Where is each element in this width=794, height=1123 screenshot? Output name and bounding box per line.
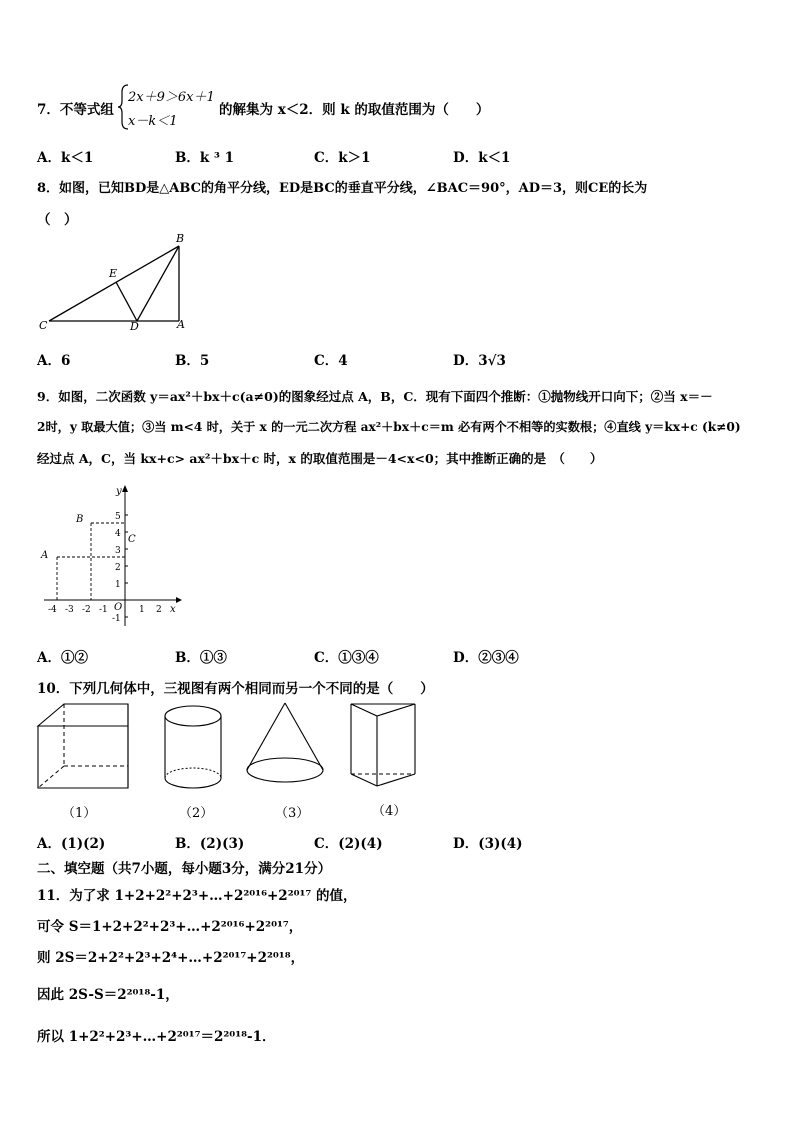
q10-option-a: A．(1)(2) xyxy=(37,836,106,852)
x-tick-label: 2 xyxy=(156,605,162,615)
label-e: E xyxy=(109,267,118,280)
q8-triangle-figure xyxy=(36,228,206,336)
q7-suffix: 的解集为 x＜2．则 k 的取值范围为（ ） xyxy=(219,102,490,118)
label-b: B xyxy=(176,232,185,245)
y-tick-label: 2 xyxy=(115,563,121,573)
q8-option-b: B．5 xyxy=(175,353,210,369)
q9-line-2: 2时，y 取最大值；③当 m<4 时，关于 x 的一元二次方程 ax²＋bx＋c＝m 必有两个不相等的实数根；④直线 y＝kx+c (k≠0) xyxy=(37,420,741,434)
q8-blank: （ ） xyxy=(37,212,78,228)
y-tick-label: 3 xyxy=(115,546,121,556)
x-tick-label: -3 xyxy=(65,605,74,615)
y-tick-label: -1 xyxy=(112,614,121,624)
q9-line-1: 9．如图，二次函数 y＝ax²＋bx＋c(a≠0)的图象经过点 A，B，C．现有下面四个推断：①抛物线开口向下；②当 x＝－ xyxy=(37,389,713,404)
x-tick-label: -2 xyxy=(82,605,91,615)
label-c: C xyxy=(39,319,48,332)
q10-text: 10．下列几何体中，三视图有两个相同而另一个不同的是（ ） xyxy=(37,681,434,697)
q9-option-b: B．①③ xyxy=(175,650,227,666)
label-d: D xyxy=(130,320,139,333)
q9-option-d: D．②③④ xyxy=(453,650,519,666)
q9-option-c: C．①③④ xyxy=(314,650,379,666)
q8-option-c: C．4 xyxy=(314,353,348,369)
q7-option-d: D．k＜1 xyxy=(453,150,511,166)
point-b-label: B xyxy=(76,514,84,525)
origin-label: O xyxy=(114,602,123,613)
caption-2: （2） xyxy=(179,806,214,821)
cube-figure xyxy=(34,702,134,792)
x-axis-label: x xyxy=(170,604,176,615)
x-tick-label: 1 xyxy=(139,605,145,615)
q7-option-c: C．k＞1 xyxy=(314,150,371,166)
x-tick-label: -4 xyxy=(48,605,57,615)
q11-line-2: 可令 S＝1+2+2²+2³+…+2²⁰¹⁶+2²⁰¹⁷， xyxy=(37,919,303,935)
caption-1: （1） xyxy=(62,806,97,821)
q10-option-d: D．(3)(4) xyxy=(453,836,523,852)
q8-option-d: D．3√3 xyxy=(453,353,506,369)
q7-inequality-2: x－k＜1 xyxy=(128,114,178,129)
point-c-label: C xyxy=(128,534,136,545)
q11-line-4: 因此 2S-S＝2²⁰¹⁸-1， xyxy=(37,987,179,1003)
point-a-label: A xyxy=(41,550,49,561)
q11-line-1: 11．为了求 1+2+2²+2³+…+2²⁰¹⁶+2²⁰¹⁷ 的值， xyxy=(37,888,357,904)
q7-option-a: A．k＜1 xyxy=(37,150,94,166)
y-axis-label: y xyxy=(116,486,122,497)
cylinder-figure xyxy=(160,702,226,794)
x-tick-label: -1 xyxy=(99,605,108,615)
q7-inequality-system xyxy=(118,84,228,130)
q7-option-b: B．k ³ 1 xyxy=(175,150,234,166)
q9-parabola-graph xyxy=(36,482,186,632)
y-tick-label: 1 xyxy=(115,580,121,590)
q8-option-a: A．6 xyxy=(37,353,71,369)
y-tick-label: 4 xyxy=(115,529,121,539)
q7-prefix: 7．不等式组 xyxy=(37,102,114,118)
q10-option-b: B．(2)(3) xyxy=(175,836,245,852)
q11-line-3: 则 2S＝2+2²+2³+2⁴+…+2²⁰¹⁷+2²⁰¹⁸， xyxy=(37,950,305,966)
label-a: A xyxy=(177,318,185,331)
y-tick-label: 5 xyxy=(115,512,121,522)
q10-option-c: C．(2)(4) xyxy=(314,836,383,852)
cone-figure xyxy=(244,700,326,790)
caption-3: （3） xyxy=(275,806,310,821)
q11-line-5: 所以 1+2²+2³+…+2²⁰¹⁷＝2²⁰¹⁸-1． xyxy=(37,1029,276,1045)
q9-option-a: A．①② xyxy=(37,650,88,666)
q7-inequality-1: 2x＋9＞6x＋1 xyxy=(128,90,215,105)
section-heading: 二、填空题（共7小题，每小题3分，满分21分） xyxy=(37,861,332,877)
prism-figure xyxy=(347,700,419,790)
q9-line-3: 经过点 A，C，当 kx+c> ax²＋bx＋c 时，x 的取值范围是－4<x<0；其中推断正确的是 （ ） xyxy=(37,451,603,466)
caption-4: （4） xyxy=(372,804,407,819)
q8-text: 8．如图，已知BD是△ABC的角平分线，ED是BC的垂直平分线，∠BAC＝90°，AD＝3，则CE的长为 xyxy=(37,181,648,196)
